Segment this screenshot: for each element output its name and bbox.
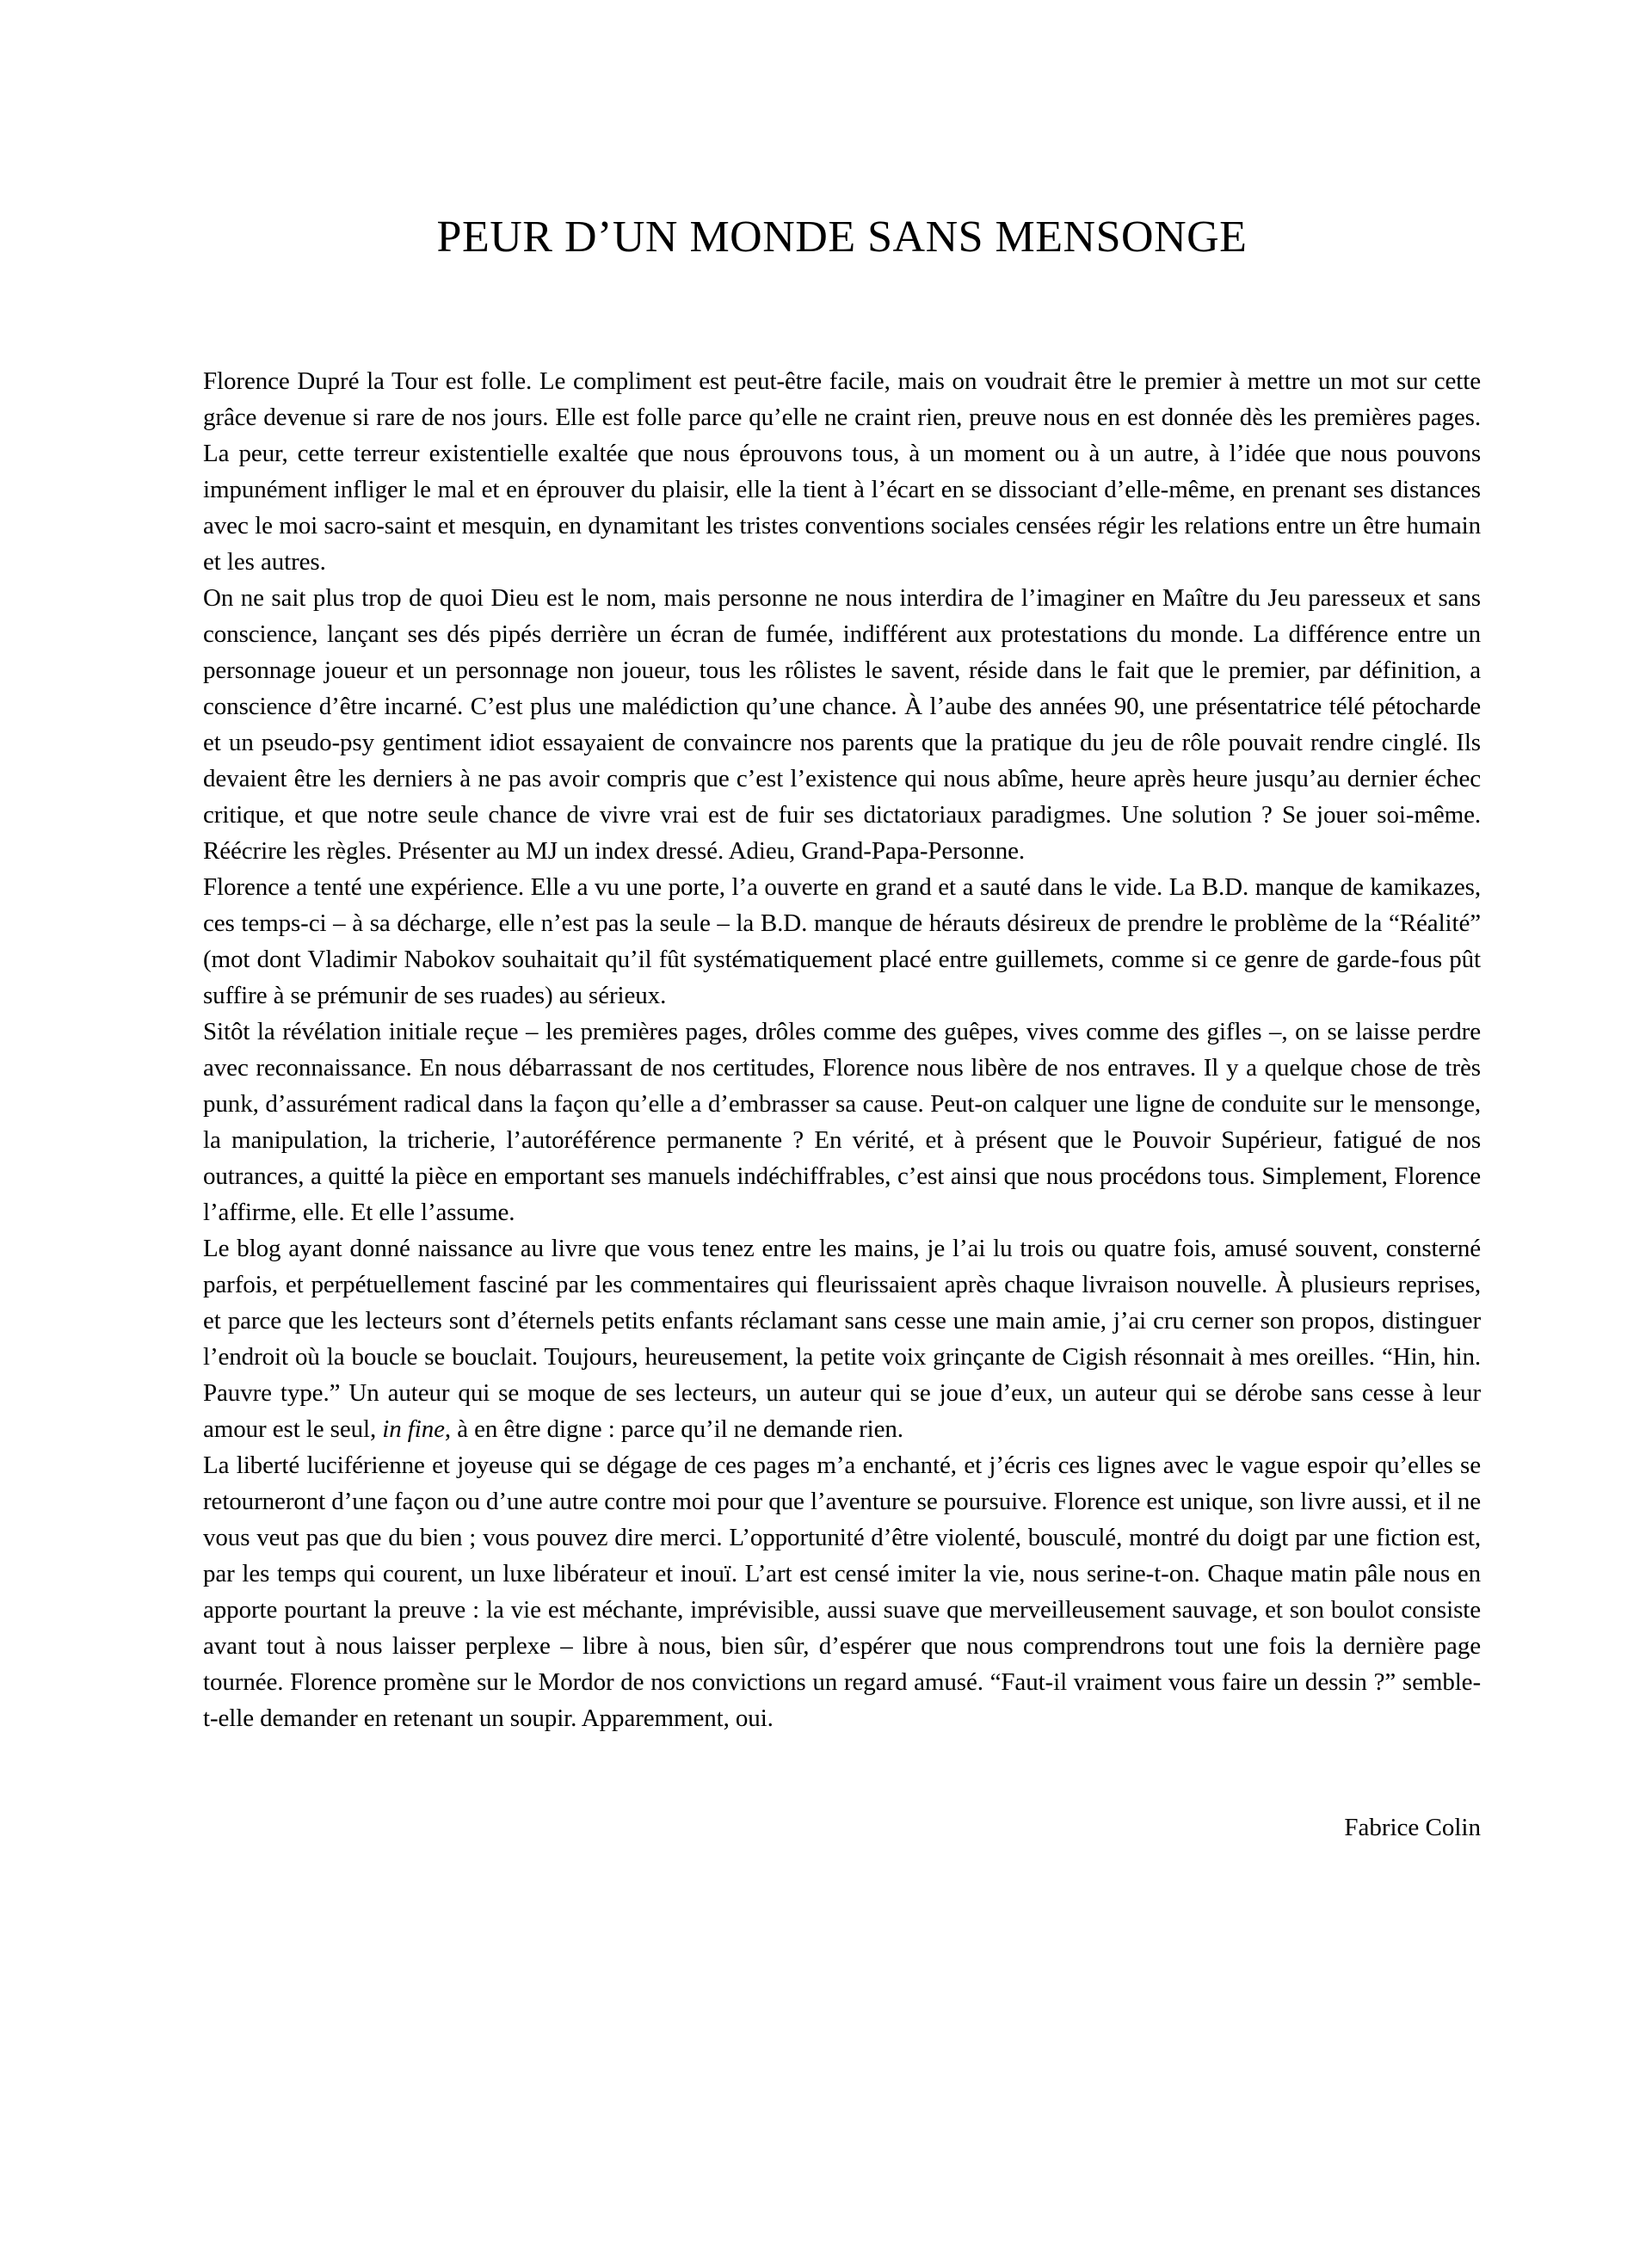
paragraph-5-text-before: Le blog ayant donné naissance au livre que vous tenez entre les mains, je l’ai lu trois ou quatre fois, amusé souvent, consterné parfois, et perpétuellement fasciné par les commentaires qui fleurissaient après chaque livraison nouvelle. À plusieurs reprises, et parce que les lecteurs sont d’éternels petits enfants réclamant sans cesse une main amie, j’ai cru cerner son propos, distinguer l’endroit où la boucle se bouclait. Toujours, heureusement, la petite voix grinçante de Cigish résonnait à mes oreilles. “Hin, hin. Pauvre type.” Un auteur qui se moque de ses lecteurs, un auteur qui se joue d’eux, un auteur qui se dérobe sans cesse à leur amour est le seul, bbox=[203, 1235, 1481, 1443]
paragraph-5-text-after: , à en être digne : parce qu’il ne demande rien. bbox=[444, 1415, 903, 1443]
paragraph-1: Florence Dupré la Tour est folle. Le compliment est peut-être facile, mais on voudrait être le premier à mettre un mot sur cette grâce devenue si rare de nos jours. Elle est folle parce qu’elle ne craint rien, preuve nous en est donnée dès les premières pages. La peur, cette terreur existentielle exaltée que nous éprouvons tous, à un moment ou à un autre, à l’idée que nous pouvons impunément infliger le mal et en éprouver du plaisir, elle la tient à l’écart en se dissociant d’elle-même, en prenant ses distances avec le moi sacro-saint et mesquin, en dynamitant les tristes conventions sociales censées régir les relations entre un être humain et les autres. bbox=[203, 367, 1481, 576]
paragraph-5 bbox=[203, 1230, 1481, 1447]
paragraph-4: Sitôt la révélation initiale reçue – les premières pages, drôles comme des guêpes, vives comme des gifles –, on se laisse perdre avec reconnaissance. En nous débarrassant de nos certitudes, Florence nous libère de nos entraves. Il y a quelque chose de très punk, d’assurément radical dans la façon qu’elle a d’embrasser sa cause. Peut-on calquer une ligne de conduite sur le mensonge, la manipulation, la tricherie, l’autoréférence permanente ? En vérité, et à présent que le Pouvoir Supérieur, fatigué de nos outrances, a quitté la pièce en emportant ses manuels indéchiffrables, c’est ainsi que nous procédons tous. Simplement, Florence l’affirme, elle. Et elle l’assume. bbox=[203, 1018, 1481, 1226]
paragraph-2: On ne sait plus trop de quoi Dieu est le nom, mais personne ne nous interdira de l’imaginer en Maître du Jeu paresseux et sans conscience, lançant ses dés pipés derrière un écran de fumée, indifférent aux protestations du monde. La différence entre un personnage joueur et un personnage non joueur, tous les rôlistes le savent, réside dans le fait que le premier, par définition, a conscience d’être incarné. C’est plus une malédiction qu’une chance. À l’aube des années 90, une présentatrice télé pétocharde et un pseudo-psy gentiment idiot essayaient de convaincre nos parents que la pratique du jeu de rôle pouvait rendre cinglé. Ils devaient être les derniers à ne pas avoir compris que c’est l’existence qui nous abîme, heure après heure jusqu’au dernier échec critique, et que notre seule chance de vivre vrai est de fuir ses dictatoriaux paradigmes. Une solution ? Se jouer soi-même. Réécrire les règles. Présenter au MJ un index dressé. Adieu, Grand-Papa-Personne. bbox=[203, 584, 1481, 865]
italic-phrase: in fine bbox=[382, 1415, 445, 1443]
page-title: PEUR D’UN MONDE SANS MENSONGE bbox=[436, 213, 1248, 262]
paragraph-6: La liberté luciférienne et joyeuse qui se dégage de ces pages m’a enchanté, et j’écris ces lignes avec le vague espoir qu’elles se retourneront d’une façon ou d’une autre contre moi pour que l’aventure se poursuive. Florence est unique, son livre aussi, et il ne vous veut pas que du bien ; vous pouvez dire merci. L’opportunité d’être violenté, bousculé, montré du doigt par une fiction est, par les temps qui courent, un luxe libérateur et inouï. L’art est censé imiter la vie, nous serine-t-on. Chaque matin pâle nous en apporte pourtant la preuve : la vie est méchante, imprévisible, aussi suave que merveilleusement sauvage, et son boulot consiste avant tout à nous laisser perplexe – libre à nous, bien sûr, d’espérer que nous comprendrons tout une fois la dernière page tournée. Florence promène sur le Mordor de nos convictions un regard amusé. “Faut-il vraiment vous faire un dessin ?” semble-t-elle demander en retenant un soupir. Apparemment, oui. bbox=[203, 1452, 1481, 1732]
document-body bbox=[203, 363, 1481, 1736]
author-signature: Fabrice Colin bbox=[1344, 1814, 1481, 1841]
paragraph-3: Florence a tenté une expérience. Elle a vu une porte, l’a ouverte en grand et a sauté dans le vide. La B.D. manque de kamikazes, ces temps-ci – à sa décharge, elle n’est pas la seule – la B.D. manque de hérauts désireux de prendre le problème de la “Réalité” (mot dont Vladimir Nabokov souhaitait qu’il fût systématiquement placé entre guillemets, comme si ce genre de garde-fous pût suffire à se prémunir de ses ruades) au sérieux. bbox=[203, 873, 1481, 1009]
